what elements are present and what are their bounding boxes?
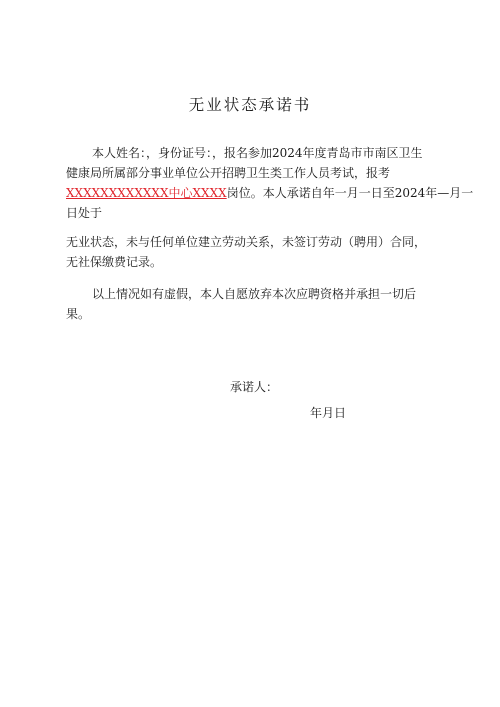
paragraph-line: 无业状态，未与任何单位建立劳动关系，未签订劳动（聘用）合同， <box>66 235 427 249</box>
paragraph-line: 以上情况如有虚假，本人自愿放弃本次应聘资格并承担一切后 <box>92 287 417 301</box>
paragraph-line <box>66 183 474 203</box>
paragraph-line: 本人姓名：，身份证号：，报名参加2024年度青岛市市南区卫生 <box>92 146 423 160</box>
signature-label: 承诺人： <box>230 380 279 394</box>
position-name-highlight: XXXXXXXXXXXX中心XXXX <box>66 186 227 200</box>
date-label: 年月日 <box>310 406 347 420</box>
paragraph-applicant-info <box>66 143 474 223</box>
paragraph-line: 健康局所属部分事业单位公开招聘卫生类工作人员考试，报考 <box>66 166 391 180</box>
paragraph-line: 日处于 <box>66 206 103 220</box>
paragraph-declaration <box>66 284 438 324</box>
paragraph-line: 果。 <box>66 307 91 321</box>
document-title: 无业状态承诺书 <box>188 96 312 114</box>
paragraph-line-rest: 岗位。本人承诺自年一月一日至2024年—月一 <box>226 186 474 200</box>
paragraph-unemployment-status <box>66 232 438 272</box>
paragraph-line: 无社保缴费记录。 <box>66 255 163 269</box>
